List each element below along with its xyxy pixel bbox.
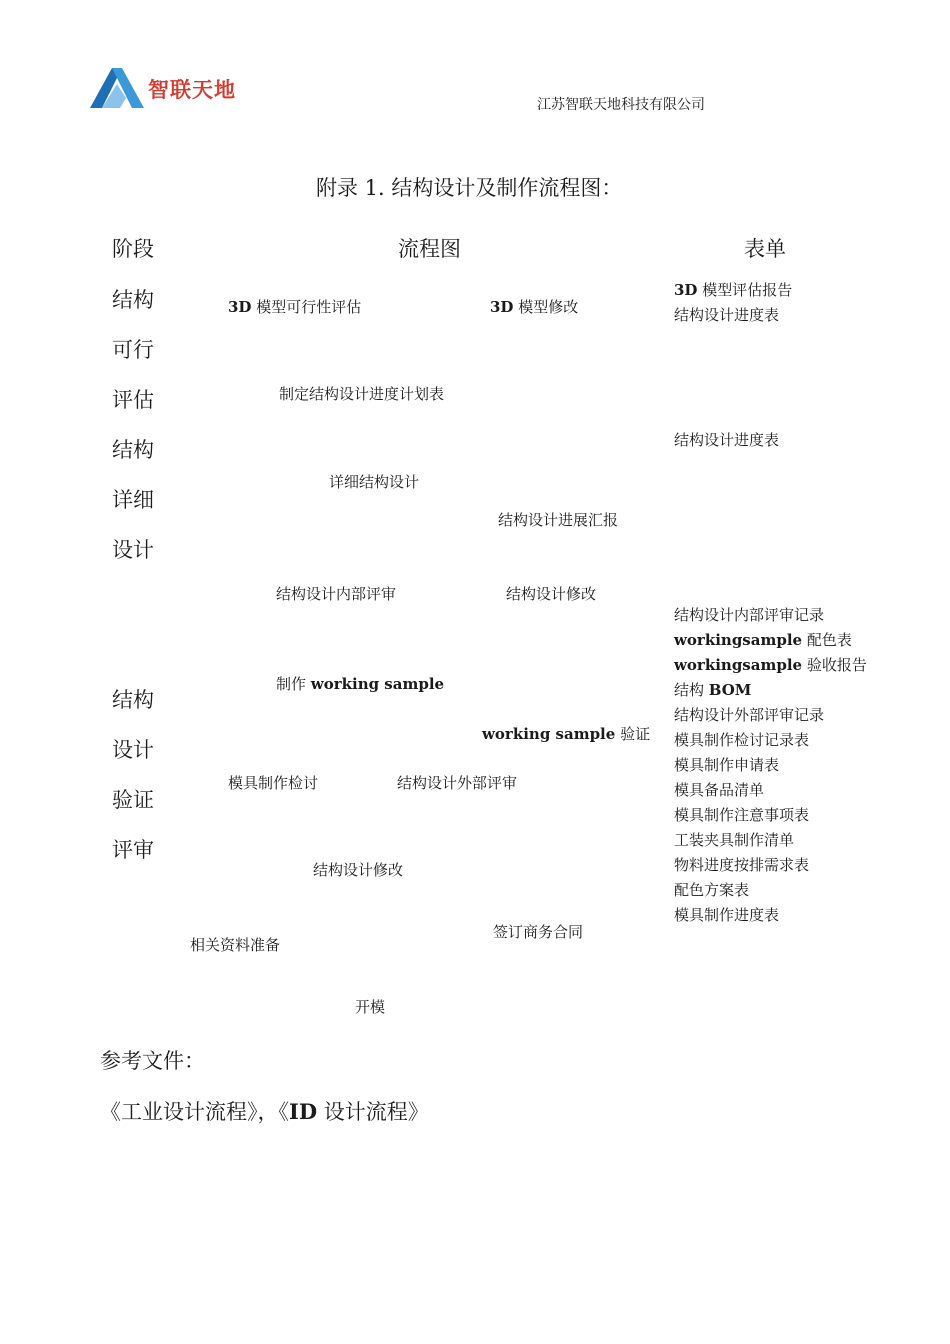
form-item: 物料进度按排需求表 <box>674 856 810 874</box>
stage-text: 可行 <box>112 338 154 362</box>
flow-node-progress-report: 结构设计进展汇报 <box>498 511 619 529</box>
stage-text: 结构 <box>112 438 154 462</box>
logo-text: 智联天地 <box>148 78 236 102</box>
form-item: 3D 模型评估报告 <box>674 281 793 299</box>
stage-text: 设计 <box>112 738 154 762</box>
form-item: 结构设计进度表 <box>674 306 780 324</box>
form-item: workingsample 验收报告 <box>674 656 867 674</box>
form-item: 结构设计内部评审记录 <box>674 606 825 624</box>
flow-node-sign-contract: 签订商务合同 <box>493 923 584 941</box>
flow-node-make-sample: 制作 working sample <box>276 675 445 693</box>
forms-group-feasibility <box>674 278 792 328</box>
logo-mountain-icon <box>88 64 148 112</box>
flow-node-prepare-materials: 相关资料准备 <box>190 936 281 954</box>
flow-node-design-modify-2: 结构设计修改 <box>313 861 404 879</box>
flow-node-schedule-plan: 制定结构设计进度计划表 <box>279 385 445 403</box>
company-logo <box>88 64 238 112</box>
flow-node-detailed-design: 详细结构设计 <box>329 473 420 491</box>
form-item: 模具制作检讨记录表 <box>674 731 810 749</box>
flow-node-external-review: 结构设计外部评审 <box>397 774 518 792</box>
flow-node-3d-feasibility: 3D 模型可行性评估 <box>228 298 362 316</box>
stage-text: 设计 <box>112 538 154 562</box>
stage-text: 结构 <box>112 288 154 312</box>
stage-text: 评估 <box>112 388 154 412</box>
flow-node-sample-verify: working sample 验证 <box>482 725 651 743</box>
stage-text: 评审 <box>112 838 154 862</box>
column-header-flow: 流程图 <box>398 237 461 261</box>
flow-node-mold-review: 模具制作检讨 <box>228 774 319 792</box>
stage-text: 验证 <box>112 788 154 812</box>
form-item: 模具备品清单 <box>674 781 765 799</box>
forms-group-verification <box>674 603 867 928</box>
flow-node-internal-review: 结构设计内部评审 <box>276 585 397 603</box>
page-title: 附录 1. 结构设计及制作流程图： <box>316 176 623 200</box>
column-header-forms: 表单 <box>744 237 786 261</box>
form-item: 结构设计外部评审记录 <box>674 706 825 724</box>
forms-group-detail <box>674 428 779 453</box>
references-label: 参考文件： <box>100 1049 205 1073</box>
form-item: 结构 BOM <box>674 681 752 699</box>
stage-text: 详细 <box>112 488 154 512</box>
column-header-stage: 阶段 <box>112 237 154 261</box>
flow-node-3d-modify: 3D 模型修改 <box>490 298 579 316</box>
form-item: 模具制作申请表 <box>674 756 780 774</box>
company-name: 江苏智联天地科技有限公司 <box>537 97 705 113</box>
stage-text: 结构 <box>112 688 154 712</box>
flow-node-open-mold: 开模 <box>355 998 386 1016</box>
form-item: 配色方案表 <box>674 881 750 899</box>
form-item: 结构设计进度表 <box>674 431 780 449</box>
references-docs: 《工业设计流程》，《ID 设计流程》 <box>100 1099 429 1124</box>
flow-node-design-modify: 结构设计修改 <box>506 585 597 603</box>
form-item: 模具制作进度表 <box>674 906 780 924</box>
form-item: 工装夹具制作清单 <box>674 831 795 849</box>
form-item: 模具制作注意事项表 <box>674 806 810 824</box>
form-item: workingsample 配色表 <box>674 631 852 649</box>
